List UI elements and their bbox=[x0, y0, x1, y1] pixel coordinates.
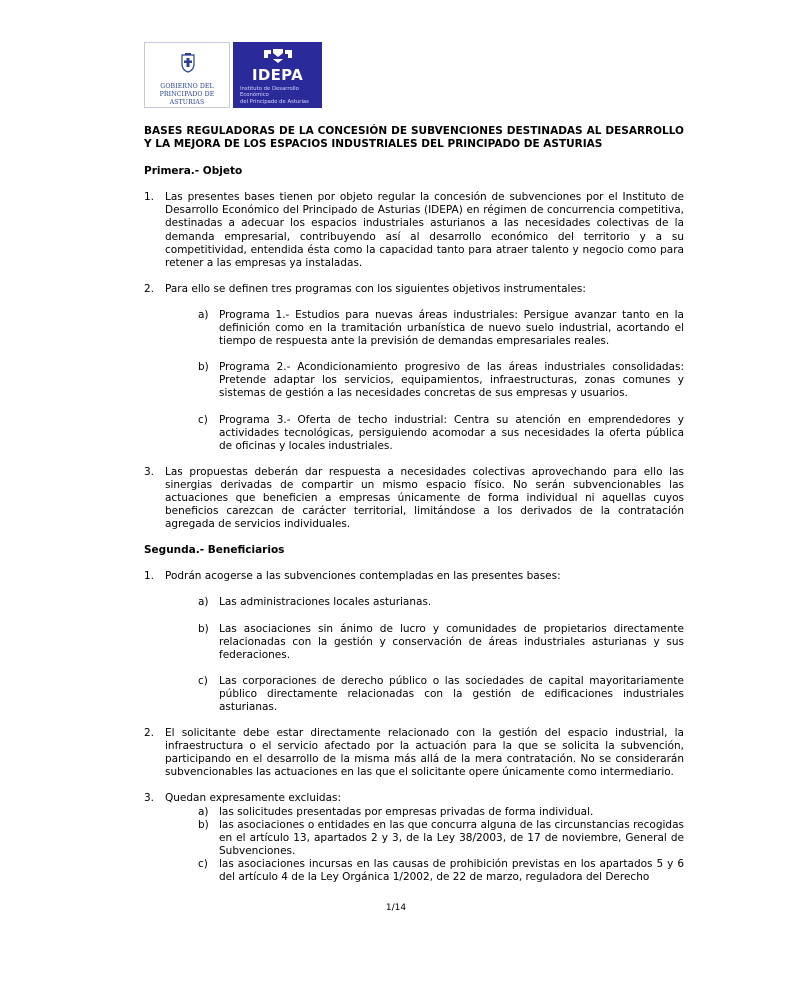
idepa-subtitle bbox=[237, 86, 318, 105]
item-number: 1. bbox=[144, 191, 155, 204]
item-letter: c) bbox=[198, 413, 208, 426]
numbered-item bbox=[144, 466, 684, 531]
section-heading-objeto: Primera.- Objeto bbox=[144, 165, 243, 178]
idepa-mark-icon bbox=[263, 48, 293, 64]
list-item bbox=[198, 361, 684, 400]
numbered-item bbox=[144, 792, 684, 805]
idepa-subtitle-line-2: del Principado de Asturias bbox=[240, 98, 309, 105]
gov-logo-line-1: GOBIERNO DEL bbox=[160, 83, 214, 90]
idepa-logo bbox=[233, 42, 322, 108]
item-text: Las corporaciones de derecho público o las sociedades de capital mayoritariamente público directamente relacionadas con la gestión de edificaciones industriales asturianas. bbox=[219, 674, 684, 713]
item-letter: b) bbox=[198, 818, 209, 831]
list-item bbox=[198, 819, 684, 858]
idepa-subtitle-line-1: Instituto de Desarrollo Económico bbox=[240, 86, 299, 99]
item-text: las asociaciones o entidades en las que concurra alguna de las circunstancias recogidas en el artículo 13, apartados 2 y 3, de la Ley 38/2003, de 17 de noviembre, General de Subvenciones. bbox=[219, 818, 684, 857]
numbered-item bbox=[144, 570, 684, 583]
item-number: 1. bbox=[144, 570, 155, 583]
programs-list bbox=[198, 309, 684, 453]
item-text: El solicitante debe estar directamente relacionado con la gestión del espacio industrial, la infraestructura o el servicio afectado por la actuación para la que se solicita la subvención, participando en el desarrollo de la misma más allá de la mera contratación. No se considerarán subvencionables las actuaciones en las que el solicitante opere únicamente como intermediario. bbox=[165, 727, 684, 779]
numbered-item bbox=[144, 727, 684, 779]
gov-logo-line-2: PRINCIPADO DE ASTURIAS bbox=[159, 91, 215, 106]
item-letter: c) bbox=[198, 674, 208, 687]
item-text: Para ello se definen tres programas con los siguientes objetivos instrumentales: bbox=[165, 282, 586, 295]
item-text: Programa 2.- Acondicionamiento progresivo de las áreas industriales consolidadas: Pretende adaptar los servicios, equipamientos, infraestructuras, zonas comunes y sistemas de gestión a las necesidades concretas de sus empresas y usuarios. bbox=[219, 361, 684, 400]
item-text: Las administraciones locales asturianas. bbox=[219, 596, 432, 609]
item-text: las asociaciones incursas en las causas de prohibición previstas en los apartados 5 y 6 del artículo 4 de la Ley Orgánica 1/2002, de 22 de marzo, reguladora del Derecho bbox=[219, 857, 684, 884]
item-text: Las presentes bases tienen por objeto regular la concesión de subvenciones por el Instituto de Desarrollo Económico del Principado de Asturias (IDEPA) en régimen de concurrencia competitiva, destinadas a adecuar los espacios industriales asturianos a las necesidades colectivas de la demanda empresarial, contribuyendo así al desarrollo económico del territorio y a su competitividad, entendida ésta como la capacidad tanto para atraer talento y negocio como para retener a las empresas ya instaladas. bbox=[165, 191, 684, 269]
government-logo-text bbox=[148, 83, 226, 107]
item-letter: c) bbox=[198, 857, 208, 870]
list-item bbox=[198, 623, 684, 662]
list-item bbox=[198, 414, 684, 453]
item-text: Programa 1.- Estudios para nuevas áreas industriales: Persigue avanzar tanto en la definición como en la tramitación urbanística de nuevo suelo industrial, acortando el tiempo de respuesta ante la previsión de demandas empresariales reales. bbox=[219, 308, 684, 348]
document-title: BASES REGULADORAS DE LA CONCESIÓN DE SUBVENCIONES DESTINADAS AL DESARROLLO Y LA MEJORA DE LOS ESPACIOS INDUSTRIALES DEL PRINCIPADO DE ASTURIAS bbox=[144, 125, 684, 151]
government-logo bbox=[144, 42, 230, 108]
list-item bbox=[198, 806, 684, 819]
idepa-wordmark: IDEPA bbox=[251, 66, 303, 84]
item-text: Las asociaciones sin ánimo de lucro y comunidades de propietarios directamente relacionadas con la gestión y conservación de áreas industriales asturianas y sus federaciones. bbox=[219, 622, 684, 661]
item-text: Programa 3.- Oferta de techo industrial: Centra su atención en emprendedores y actividades tecnológicas, persiguiendo acomodar a sus necesidades la oferta pública de oficinas y locales industriales. bbox=[219, 413, 684, 452]
item-number: 2. bbox=[144, 282, 155, 295]
section-heading-beneficiarios: Segunda.- Beneficiarios bbox=[144, 544, 285, 557]
numbered-item bbox=[144, 191, 684, 270]
item-text: Las propuestas deberán dar respuesta a necesidades colectivas aprovechando para ello las sinergias derivadas de compartir un mismo espacio físico. No serán subvencionables las actuaciones que beneficien a empresas únicamente de forma individual ni aquellas cuyos beneficios carezcan de carácter territorial, limitándose a los derivados de la contratación agregada de servicios individuales. bbox=[165, 465, 684, 531]
item-letter: b) bbox=[198, 361, 209, 374]
list-item bbox=[198, 858, 684, 884]
item-number: 2. bbox=[144, 727, 155, 740]
item-text: Quedan expresamente excluidas: bbox=[165, 792, 342, 805]
item-letter: a) bbox=[198, 805, 209, 818]
item-text: Podrán acogerse a las subvenciones contempladas en las presentes bases: bbox=[165, 570, 561, 583]
numbered-item bbox=[144, 283, 684, 296]
item-letter: b) bbox=[198, 622, 209, 635]
item-letter: a) bbox=[198, 308, 209, 321]
list-item bbox=[198, 596, 684, 609]
crest-icon bbox=[180, 53, 196, 73]
item-letter: a) bbox=[198, 596, 209, 609]
exclusions-list bbox=[198, 806, 684, 885]
list-item bbox=[198, 675, 684, 714]
page-number: 1/14 bbox=[385, 903, 407, 913]
item-number: 3. bbox=[144, 792, 155, 805]
header-logos bbox=[144, 42, 322, 108]
document-body bbox=[144, 125, 684, 884]
list-item bbox=[198, 309, 684, 348]
beneficiaries-list bbox=[198, 596, 684, 714]
item-text: las solicitudes presentadas por empresas privadas de forma individual. bbox=[219, 805, 594, 818]
item-number: 3. bbox=[144, 465, 155, 478]
